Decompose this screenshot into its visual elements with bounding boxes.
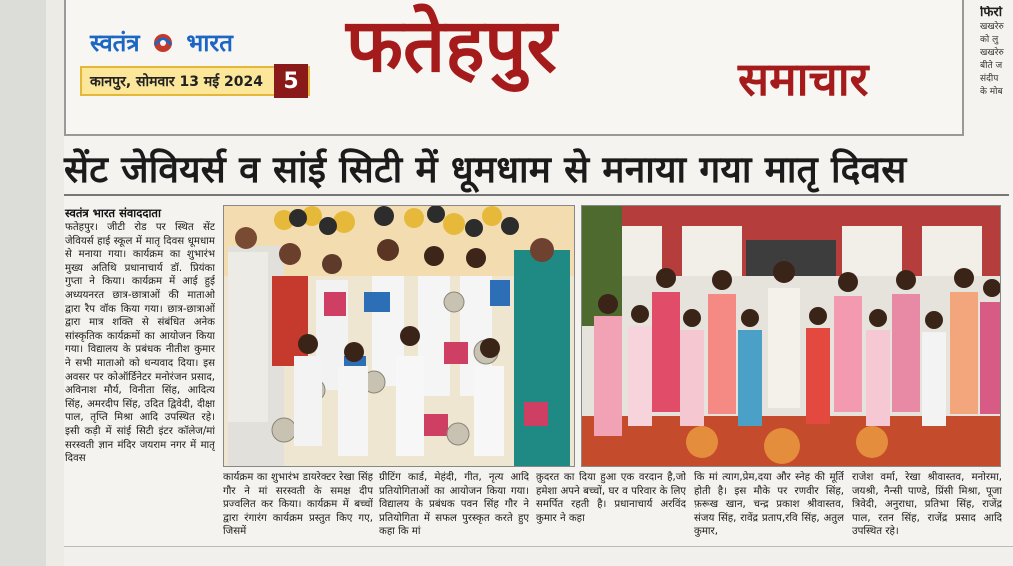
photo-students-image bbox=[224, 206, 575, 467]
next-article-edge bbox=[64, 546, 1013, 566]
headline-divider bbox=[64, 194, 1009, 196]
page-gutter bbox=[46, 0, 64, 566]
photo-group-image bbox=[582, 206, 1001, 467]
photo-mothers-day-students bbox=[223, 205, 575, 467]
teaser-line: बीते ज bbox=[980, 61, 1003, 71]
teaser-line: संदीप bbox=[980, 74, 999, 84]
paper-brand-start: स्वतंत्र bbox=[90, 29, 140, 57]
masthead bbox=[64, 0, 964, 136]
city-title: फतेहपुर bbox=[346, 3, 557, 89]
section-title: समाचार bbox=[738, 52, 869, 106]
teaser-line: खखरेरु bbox=[980, 22, 1004, 32]
article-column-4: क़ुदरत का दिया हुआ एक वरदान है,जो हमेशा अपने बच्चों, घर व परिवार के लिए समर्पित रहती है। प्रधानाचार्य अरविंद कुमार ने कहा bbox=[536, 472, 686, 524]
teaser-line: के मोब bbox=[980, 87, 1003, 97]
article-column-2: कार्यक्रम का शुभारंभ डायरेक्टर रेखा सिंह गौर ने मां सरस्वती के समक्ष दीप प्रज्वलित कर किया। कार्यक्रम में बच्चों द्वारा रंगारंग कार्यक्रम प्रस्तुत किए गए, जिसमें bbox=[223, 472, 373, 538]
paper-brand bbox=[90, 26, 233, 59]
article-column-1: फतेहपुर। जीटी रोड पर स्थित सेंट जेवियर्स हाई स्कूल में मातृ दिवस धूमधाम से मनाया गया। कार्यक्रम का शुभारंभ मुख्य अतिथि प्रधानाचार्य डॉ. प्रियंका गुप्ता ने किया। कार्यक्रम में आई हुई अध्ययनरत छात्र-छात्राओं की माताओ द्वारा रैप वॉक किया गया। छात्र-छात्राओं द्वारा मात्र शक्ति से संबंधित अनेक सांस्कृतिक कार्यक्रमों का आयोजन किया गया। विद्यालय के प्रबंधक नीतीश कुमार ने सभी माताओ को धन्यवाद दिया। इस अवसर पर कोऑर्डिनेटर मनोरंजन प्रसाद, अविनाश मौर्य, विनीता सिंह, आदित्य सिंह, अमरदीप सिंह, उदित द्विवेदी, दीक्षा पाल, तृप्ति मिश्रा आदि उपस्थित रहे। इसी कड़ी में सांई सिटी इंटर कॉलेज/मां सरस्वती ज्ञान मंदिर जयराम नगर में मातृ दिवस bbox=[65, 222, 215, 465]
article-headline: सेंट जेवियर्स व सांई सिटी में धूमधाम से मनाया गया मातृ दिवस bbox=[64, 148, 907, 191]
sidebar-teaser bbox=[980, 6, 1013, 131]
left-page-margin bbox=[0, 0, 46, 566]
photo-mothers-day-group bbox=[581, 205, 1001, 467]
teaser-line: को लु bbox=[980, 35, 999, 45]
article-byline: स्वतंत्र भारत संवाददाता bbox=[65, 206, 161, 220]
article-column-6: राजेश वर्मा, रेखा श्रीवास्तव, मनोरमा, जयश्री, नैन्सी पाण्डे, प्रिंसी मिश्रा, पूजा त्रिवेदी, अनुराधा, प्रतिभा सिंह, राजेंद्र पाल, रतन सिंह, राजेंद्र प्रसाद आदि उपस्थित रहे। bbox=[852, 472, 1002, 538]
teaser-line: खखरेरु bbox=[980, 48, 1004, 58]
article-column-5: कि मां त्याग,प्रेम,दया और स्नेह की मूर्ति होती है। इस मौके पर रणवीर सिंह, फ़रूख खान, चन्द्र प्रकाश श्रीवास्तव, संजय सिंह, रावेंद्र प्रताप,रवि सिंह, अतुल कुमार, bbox=[694, 472, 844, 538]
teaser-heading: फिरो bbox=[980, 6, 1003, 20]
article-column-3: ग्रीटिंग कार्ड, मेहंदी, गीत, नृत्य आदि प्रतियोगिताओं का आयोजन किया गया। विद्यालय के प्रबंधक पवन सिंह गौर ने प्रतियोगिता में सफल पुरस्कृत करते हुए कहा कि मां bbox=[379, 472, 529, 538]
brand-emblem-icon bbox=[150, 31, 176, 55]
page-number: 5 bbox=[274, 64, 308, 98]
dateline: कानपुर, सोमवार 13 मई 2024 bbox=[80, 66, 310, 96]
paper-brand-end: भारत bbox=[186, 29, 233, 57]
